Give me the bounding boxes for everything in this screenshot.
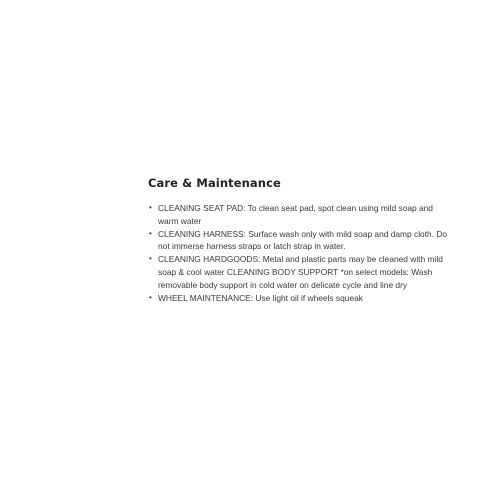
list-item-text: CLEANING HARNESS: Surface wash only with mild soap and damp cloth. Do not immerse harness straps or latch strap in water. [158, 228, 448, 252]
bullet-icon: • [149, 254, 152, 264]
bullet-icon: • [149, 203, 152, 212]
care-list [148, 202, 448, 304]
list-item [148, 228, 448, 254]
list-item-text: WHEEL MAINTENANCE: Use light oil if wheels squeak [158, 292, 363, 303]
section-title: Care & Maintenance [148, 176, 281, 190]
care-maintenance-section [148, 176, 448, 304]
list-item-text: CLEANING SEAT PAD: To clean seat pad, spot clean using mild soap and warm water [158, 203, 433, 226]
list-item [148, 253, 448, 291]
list-item-text: CLEANING HARDGOODS: Metal and plastic parts may be cleaned with mild soap & cool water CLEANING BODY SUPPORT *on select models: Wash removable body support in cold water on delicate cycle and line dry [158, 254, 443, 290]
bullet-icon: • [149, 292, 152, 302]
bullet-icon: • [149, 228, 152, 238]
list-item [148, 202, 448, 228]
list-item [148, 292, 448, 305]
